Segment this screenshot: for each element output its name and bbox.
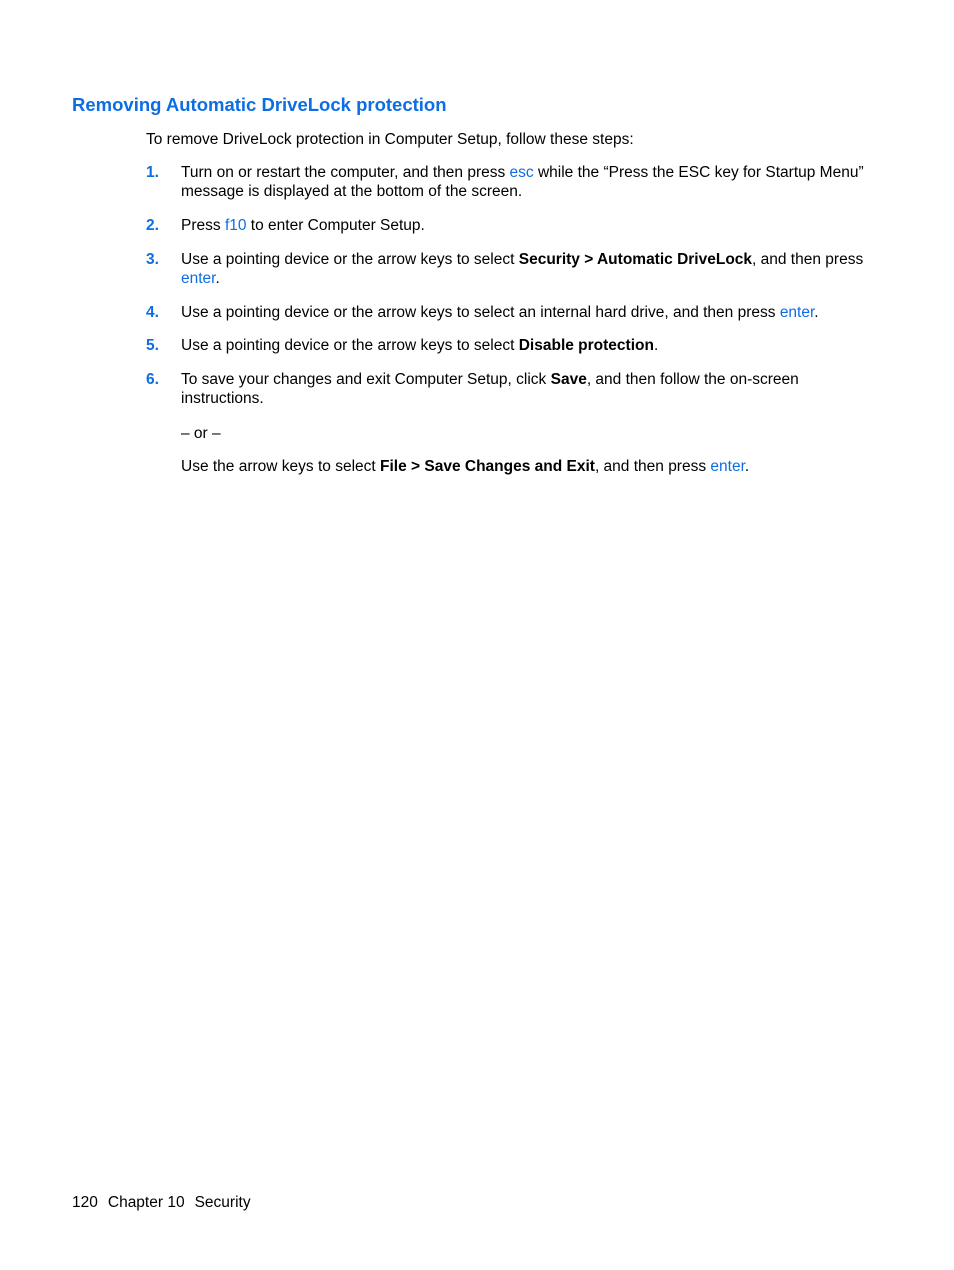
key-enter: enter: [181, 270, 216, 287]
step-3-text: Use a pointing device or the arrow keys to select Security > Automatic DriveLock, and then press enter.: [181, 251, 864, 287]
step-number: 1.: [146, 164, 159, 181]
step-number: 6.: [146, 371, 159, 388]
step-1-text: Turn on or restart the computer, and then press esc while the “Press the ESC key for Startup Menu” message is displayed at the bottom of the screen.: [181, 164, 864, 200]
menu-path: Security > Automatic DriveLock: [518, 251, 753, 268]
alternative-step-text: Use the arrow keys to select File > Save Changes and Exit, and then press enter.: [181, 458, 750, 475]
menu-option: Disable protection: [518, 337, 654, 354]
page-number: 120: [72, 1194, 98, 1211]
key-f10: f10: [224, 217, 247, 234]
step-number: 4.: [146, 304, 159, 321]
key-enter: enter: [779, 304, 815, 321]
section-label: Security: [194, 1194, 251, 1211]
step-6-text: To save your changes and exit Computer Setup, click Save, and then follow the on-screen instructions.: [181, 371, 799, 407]
intro-text: To remove DriveLock protection in Computer Setup, follow these steps:: [146, 131, 634, 148]
step-4-text: Use a pointing device or the arrow keys to select an internal hard drive, and then press enter.: [181, 304, 819, 321]
page-footer: [72, 1193, 261, 1212]
key-esc: esc: [509, 164, 534, 181]
page-title: Removing Automatic DriveLock protection: [72, 94, 447, 115]
step-number: 3.: [146, 251, 159, 268]
chapter-label: Chapter 10: [107, 1194, 185, 1211]
step-2-text: Press f10 to enter Computer Setup.: [181, 217, 425, 234]
key-enter: enter: [710, 458, 745, 475]
menu-option: Save: [550, 371, 587, 388]
step-number: 5.: [146, 337, 159, 354]
menu-path: File > Save Changes and Exit: [380, 458, 595, 475]
or-separator: – or –: [181, 425, 221, 442]
step-5-text: Use a pointing device or the arrow keys to select Disable protection.: [181, 337, 659, 354]
step-number: 2.: [146, 217, 159, 234]
